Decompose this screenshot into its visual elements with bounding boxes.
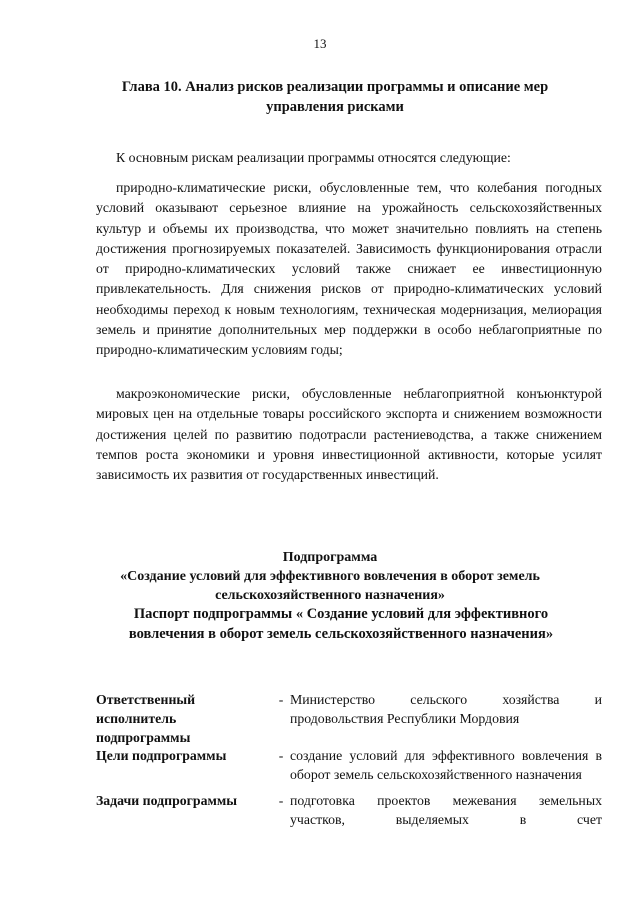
passport-row-label: Задачи подпрограммы [96, 793, 238, 808]
passport-row-dash: - [278, 692, 284, 707]
passport-row-executor [96, 690, 602, 747]
subprogram-name: «Создание условий для эффективного вовлечения в оборот земель сельскохозяйственного назначения» [120, 569, 540, 603]
chapter-title: Глава 10. Анализ рисков реализации программы и описание мер управления рисками [121, 79, 549, 115]
passport-table [96, 690, 602, 829]
passport-row-value: Министерство сельского хозяйства и продовольствия Республики Мордовия [290, 692, 602, 726]
passport-row-value: подготовка проектов межевания земельных участков, выделяемых в счет [290, 793, 602, 827]
page-number: 13 [313, 36, 327, 51]
subprogram-label: Подпрограмма [282, 550, 378, 565]
passport-row-value: создание условий для эффективного вовлечения в оборот земель сельскохозяйственного назначения [290, 748, 602, 782]
passport-row-label: Цели подпрограммы [96, 748, 227, 763]
passport-row-goals [96, 746, 602, 784]
passport-row-tasks [96, 791, 602, 829]
passport-title: Паспорт подпрограммы « Создание условий для эффективного вовлечения в оборот земель сельскохозяйственного назначения» [128, 606, 554, 642]
risk-paragraph-climate: природно-климатические риски, обусловленные тем, что колебания погодных условий оказывают серьезное влияние на урожайность сельскохозяйственных культур и объемы их производства, что может значительно повлиять на степень достижения прогнозируемых показателей. Зависимость функционирования отрасли от природно-климатических условий также снижает ее инвестиционную привлекательность. Для снижения рисков от природно-климатических условий необходимы переход к новым технологиям, техническая модернизация, мелиорация земель и принятие дополнительных мер поддержки в особо неблагоприятные по природно-климатическим условиям годы; [96, 180, 602, 358]
passport-row-dash: - [278, 793, 284, 808]
passport-row-dash: - [278, 748, 284, 763]
passport-row-label: Ответственный исполнитель подпрограммы [96, 692, 196, 745]
risk-paragraph-macroeconomic: макроэкономические риски, обусловленные неблагоприятной конъюнктурой мировых цен на отдельные товары российского экспорта и снижением возможности достижения целей по развитию подотрасли растениеводства, а также снижением темпов роста экономики и уровня инвестиционной активности, которые усилят зависимость их развития от государственных инвестиций. [96, 386, 602, 483]
risks-intro: К основным рискам реализации программы относятся следующие: [116, 150, 511, 165]
subprogram-heading [80, 548, 580, 605]
